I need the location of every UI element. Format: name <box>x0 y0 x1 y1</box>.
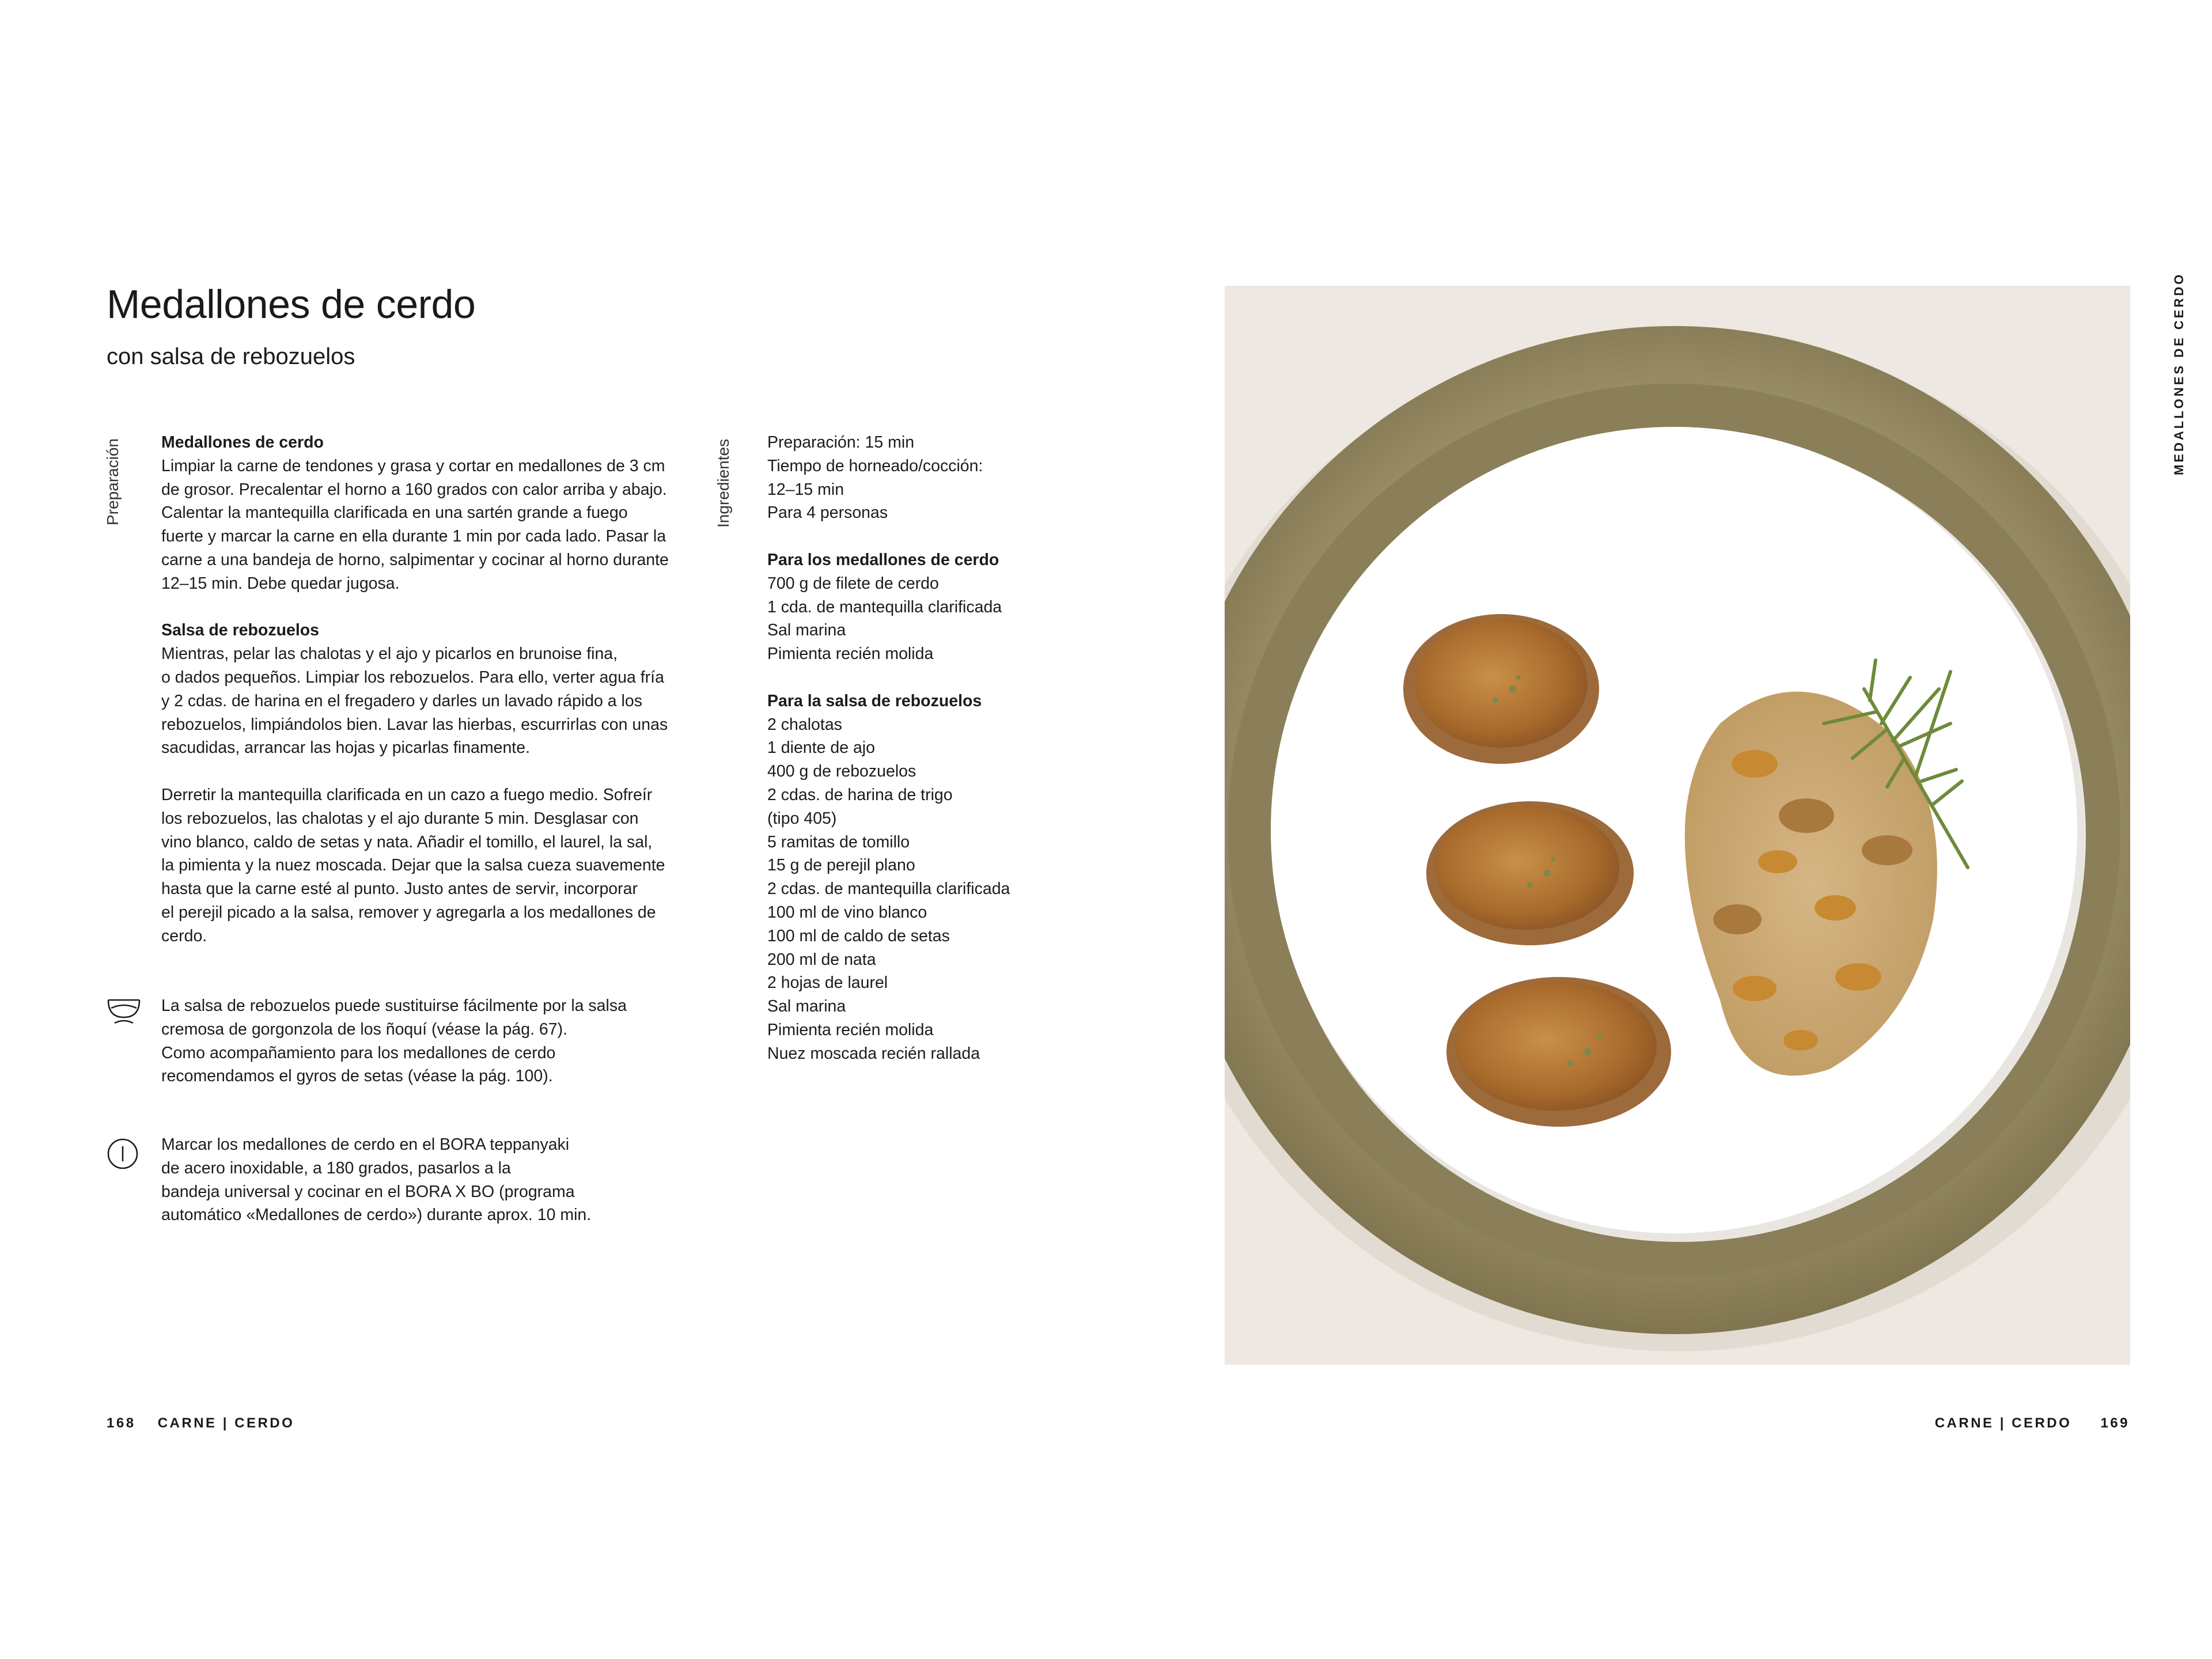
ingredient-item: 2 cdas. de harina de trigo <box>767 785 953 804</box>
ingredients-medallones-heading: Para los medallones de cerdo <box>767 550 999 569</box>
page-number-left: 168 <box>107 1415 136 1431</box>
ingredients-medallones-list <box>767 572 1090 666</box>
bora-note <box>161 1133 680 1227</box>
ingredient-item: 5 ramitas de tomillo <box>767 832 910 851</box>
salsa-heading: Salsa de rebozuelos <box>161 621 320 640</box>
preparation-line: el perejil picado a la salsa, remover y agregarla a los medallones de <box>161 903 656 922</box>
ingredient-item: 100 ml de vino blanco <box>767 903 927 922</box>
ingredients-salsa-heading: Para la salsa de rebozuelos <box>767 691 982 710</box>
ingredient-item: 2 hojas de laurel <box>767 974 888 993</box>
ingredient-meta-line: 12–15 min <box>767 480 844 499</box>
ingredients-meta <box>767 431 1090 525</box>
tip-line: recomendamos el gyros de setas (véase la pág. 100). <box>161 1067 553 1086</box>
ingredient-item: Sal marina <box>767 621 846 640</box>
preparation-line: fuerte y marcar la carne en ella durante 1 min por cada lado. Pasar la <box>161 527 666 546</box>
tip-note <box>161 994 680 1088</box>
ingredient-item: 700 g de filete de cerdo <box>767 574 939 593</box>
side-running-title: MEDALLONES DE CERDO <box>2172 272 2186 475</box>
preparation-line: carne a una bandeja de horno, salpimentar y cocinar al horno durante <box>161 550 669 569</box>
section-right: CARNE | CERDO <box>1934 1415 2072 1431</box>
ingredient-item: 100 ml de caldo de setas <box>767 926 950 945</box>
ingredient-item: Pimienta recién molida <box>767 1020 934 1039</box>
ingredients-salsa-list <box>767 713 1090 1066</box>
preparation-line: y 2 cdas. de harina en el fregadero y darles un lavado rápido a los <box>161 691 642 710</box>
page-subtitle: con salsa de rebozuelos <box>107 344 355 369</box>
preparation-line: Derretir la mantequilla clarificada en un cazo a fuego medio. Sofreír <box>161 785 653 804</box>
ingredient-item: Nuez moscada recién rallada <box>767 1044 980 1063</box>
preparation-line: los rebozuelos, las chalotas y el ajo durante 5 min. Desglasar con <box>161 809 639 828</box>
preparation-line: Limpiar la carne de tendones y grasa y cortar en medallones de 3 cm <box>161 456 665 475</box>
preparation-line: rebozuelos, limpiándolos bien. Lavar las hierbas, escurrirlas con unas <box>161 715 668 734</box>
bora-line: bandeja universal y cocinar en el BORA X BO (programa <box>161 1182 575 1201</box>
ingredients-section <box>767 431 1090 1066</box>
medallones-heading: Medallones de cerdo <box>161 433 324 452</box>
ingredient-item: Pimienta recién molida <box>767 645 934 664</box>
preparation-section <box>161 431 680 948</box>
preparation-line: de grosor. Precalentar el horno a 160 grados con calor arriba y abajo. <box>161 480 667 499</box>
tip-line: cremosa de gorgonzola de los ñoquí (véase la pág. 67). <box>161 1020 568 1039</box>
ingredient-meta-line: Para 4 personas <box>767 503 888 522</box>
preparation-line: Mientras, pelar las chalotas y el ajo y picarlos en brunoise fina, <box>161 645 618 664</box>
info-icon <box>107 1138 139 1170</box>
tip-line: La salsa de rebozuelos puede sustituirse fácilmente por la salsa <box>161 997 627 1015</box>
ingredient-item: 2 chalotas <box>767 715 842 734</box>
page-number-right: 169 <box>2100 1415 2130 1431</box>
medallones-steps <box>161 454 680 596</box>
section-left: CARNE | CERDO <box>157 1415 295 1431</box>
ingredient-item: (tipo 405) <box>767 809 837 828</box>
footer-left <box>107 1415 294 1431</box>
ingredient-item: 1 diente de ajo <box>767 738 875 757</box>
preparation-line: hasta que la carne esté al punto. Justo antes de servir, incorporar <box>161 880 638 899</box>
preparation-line: vino blanco, caldo de setas y nata. Añadir el tomillo, el laurel, la sal, <box>161 832 653 851</box>
ingredient-item: 1 cda. de mantequilla clarificada <box>767 597 1002 616</box>
bowl-icon <box>107 997 141 1027</box>
bora-line: Marcar los medallones de cerdo en el BORA teppanyaki <box>161 1135 570 1154</box>
salsa-steps-2 <box>161 783 680 948</box>
bora-line: automático «Medallones de cerdo») durante aprox. 10 min. <box>161 1206 592 1225</box>
ingredient-meta-line: Tiempo de horneado/cocción: <box>767 456 983 475</box>
plate-illustration <box>1225 286 2130 1365</box>
tip-line: Como acompañamiento para los medallones de cerdo <box>161 1043 556 1062</box>
preparation-line: Calentar la mantequilla clarificada en una sartén grande a fuego <box>161 503 628 522</box>
ingredient-meta-line: Preparación: 15 min <box>767 433 915 452</box>
preparation-line: cerdo. <box>161 926 207 945</box>
preparation-line: o dados pequeños. Limpiar los rebozuelos. Para ello, verter agua fría <box>161 668 664 687</box>
ingredient-item: Sal marina <box>767 997 846 1016</box>
ingredient-item: 15 g de perejil plano <box>767 856 915 875</box>
ingredient-item: 2 cdas. de mantequilla clarificada <box>767 880 1010 899</box>
bora-line: de acero inoxidable, a 180 grados, pasarlos a la <box>161 1158 511 1177</box>
preparation-line: 12–15 min. Debe quedar jugosa. <box>161 574 400 593</box>
dish-photo <box>1225 286 2130 1365</box>
page-title: Medallones de cerdo <box>107 282 476 327</box>
preparation-line: la pimienta y la nuez moscada. Dejar que la salsa cueza suavemente <box>161 856 665 875</box>
salsa-steps-1 <box>161 642 680 760</box>
preparation-label: Preparación <box>104 438 122 525</box>
footer-right <box>1935 1415 2130 1431</box>
ingredients-label: Ingredientes <box>714 438 732 528</box>
ingredient-item: 400 g de rebozuelos <box>767 762 916 781</box>
ingredient-item: 200 ml de nata <box>767 950 876 969</box>
preparation-line: sacudidas, arrancar las hojas y picarlas finamente. <box>161 738 530 757</box>
